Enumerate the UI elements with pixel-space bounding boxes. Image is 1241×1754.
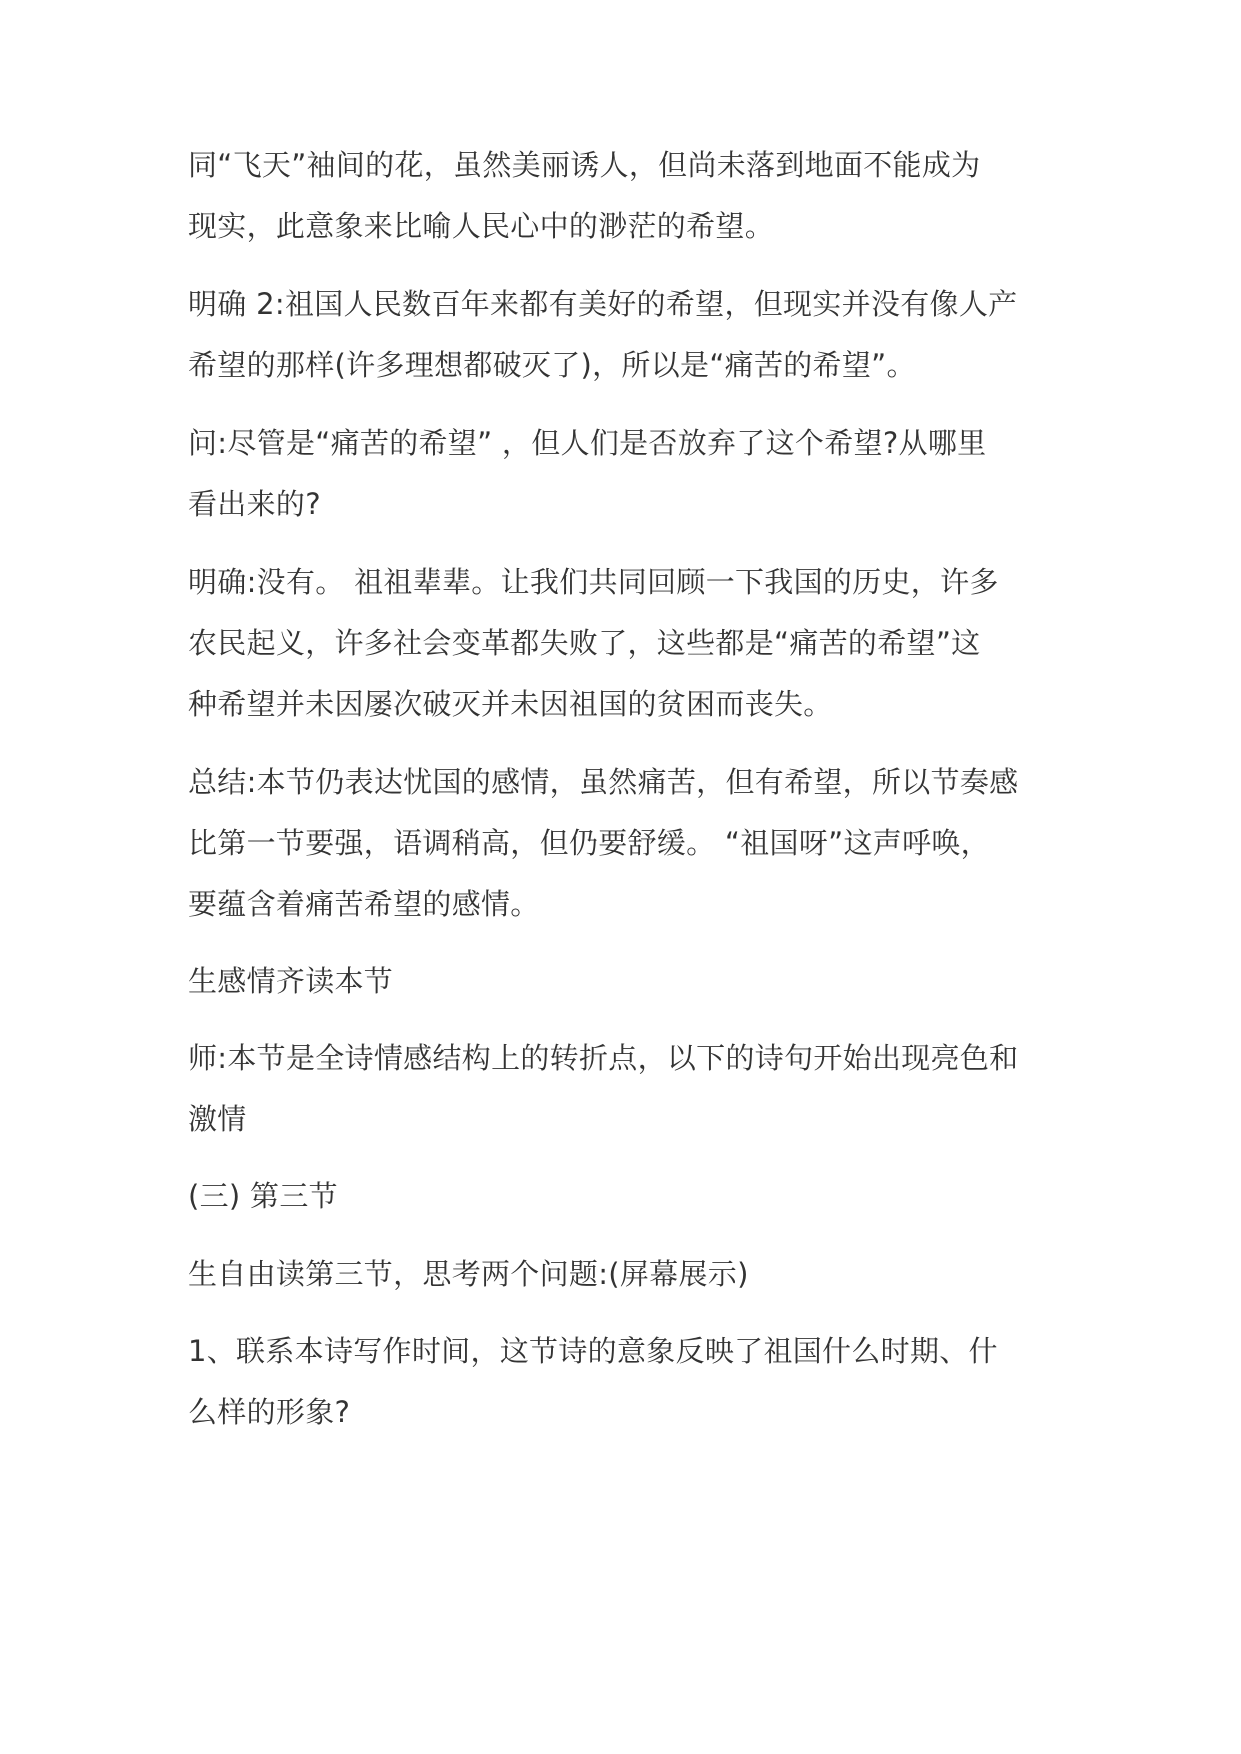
paragraph-flower-metaphor [188, 135, 1068, 257]
text-line: 么样的形象? [188, 1395, 351, 1429]
text-line: 生感情齐读本节 [188, 964, 394, 998]
paragraph-free-reading [188, 1244, 1068, 1305]
paragraph-clarification-2 [188, 274, 1068, 396]
text-line: 问:尽管是“痛苦的希望” ，但人们是否放弃了这个希望?从哪里 [188, 426, 987, 460]
section-heading-third [188, 1166, 1068, 1227]
paragraph-clarification-answer [188, 552, 1068, 735]
text-line: 要蕴含着痛苦希望的感情。 [188, 887, 540, 921]
text-line: 明确:没有。 祖祖辈辈。让我们共同回顾一下我国的历史，许多 [188, 565, 999, 599]
text-line: 比第一节要强，语调稍高，但仍要舒缓。 “祖国呀”这声呼唤， [188, 826, 990, 860]
text-line: 1、联系本诗写作时间，这节诗的意象反映了祖国什么时期、什 [188, 1334, 998, 1368]
text-line: 希望的那样(许多理想都破灭了)，所以是“痛苦的希望”。 [188, 348, 916, 382]
text-line: 同“飞天”袖间的花，虽然美丽诱人，但尚未落到地面不能成为 [188, 148, 981, 182]
text-line: 生自由读第三节，思考两个问题:(屏幕展示) [188, 1257, 749, 1291]
text-line: 师:本节是全诗情感结构上的转折点，以下的诗句开始出现亮色和 [188, 1041, 1019, 1075]
paragraph-question-1 [188, 1321, 1068, 1443]
text-line: 种希望并未因屡次破灭并未因祖国的贫困而丧失。 [188, 687, 833, 721]
text-line: 农民起义，许多社会变革都失败了，这些都是“痛苦的希望”这 [188, 626, 981, 660]
text-line: 明确 2:祖国人民数百年来都有美好的希望，但现实并没有像人产 [188, 287, 1018, 321]
paragraph-read-aloud [188, 951, 1068, 1012]
text-line: 现实，此意象来比喻人民心中的渺茫的希望。 [188, 209, 775, 243]
text-line: (三) 第三节 [188, 1179, 338, 1213]
text-line: 激情 [188, 1102, 247, 1136]
paragraph-teacher-note [188, 1028, 1068, 1150]
text-line: 总结:本节仍表达忧国的感情，虽然痛苦，但有希望，所以节奏感 [188, 765, 1019, 799]
paragraph-summary [188, 752, 1068, 935]
text-line: 看出来的? [188, 487, 321, 521]
paragraph-question [188, 413, 1068, 535]
